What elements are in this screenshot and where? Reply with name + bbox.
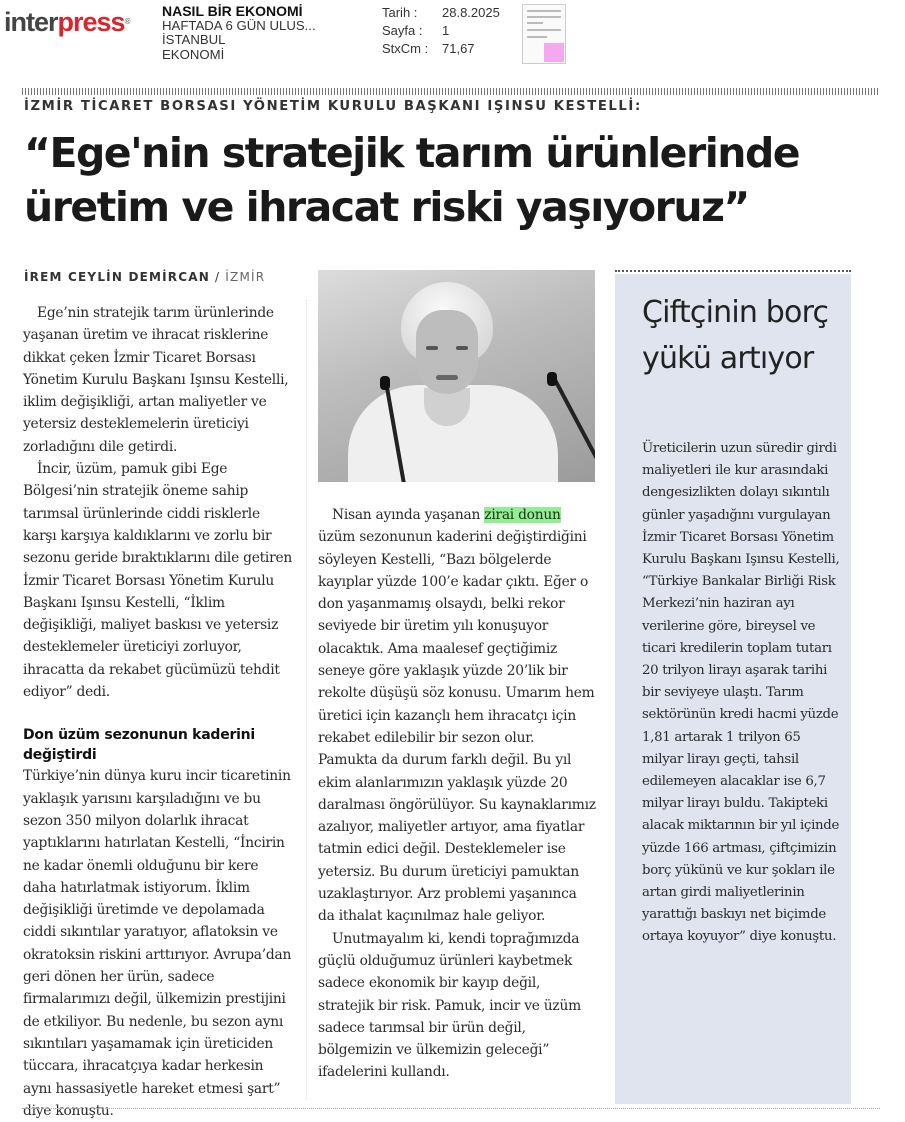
logo-part-inter: inter — [4, 7, 58, 37]
photo-eye — [426, 346, 438, 350]
photo-mouth — [436, 375, 458, 380]
thumbnail-line — [527, 10, 561, 12]
paragraph-text: üzüm sezonunun kaderini değiştirdiğini söyleyen Kestelli, “Bazı bölgelerde kayıplar yüzde 100’e kadar çıktı. Eğer o don yaşanmamış olsaydı, belki rekor seviyede bir üretim yılı konuşuyor olacaktık. Ama maalesef geçtiğimiz seneye göre yaklaşık yüzde 20’lik bir rekolte düşüşü söz konusu. Umarım hem üretici için kazançlı hem ihracatçı için rekabet edilebilir bir sezon olur. Pamukta da durum farklı değil. Bu yıl ekim alanlarımızın yaklaşık yüzde 20 daralması öngörülüyor. Su kaynaklarımız azalıyor, maliyetler artıyor, ama fiyatlar tatmin edici değil. Desteklemeler ise yetersiz. Bu durum üreticiyi pamuktan uzaklaştırıyor. Arz problemi yaşanınca da ithalat kaçınılmaz hale geliyor. — [318, 529, 596, 925]
thumbnail-line — [527, 16, 561, 18]
paragraph — [318, 504, 596, 928]
article-kicker: İZMİR TİCARET BORSASI YÖNETİM KURULU BAŞKANI IŞINSU KESTELLİ: — [24, 99, 642, 114]
date-row — [382, 4, 500, 22]
interpress-logo — [4, 8, 129, 36]
headline-line-2: üretim ve ihracat riski yaşıyoruz” — [24, 183, 749, 231]
sidebar-paragraph: Üreticilerin uzun süredir girdi maliyetleri ile kur arasındaki dengesizlikten dolayı sıkıntılı günler yaşadığını vurgulayan İzmir Ticaret Borsası Yönetim Kurulu Başkanı Işınsu Kestelli, “Türkiye Bankalar Birliği Risk Merkezi’nin haziran ayı verilerine göre, bireysel ve ticari kredilerin toplam tutarı 20 trilyon lirayı aşarak tarihi bir seviyeye ulaştı. Tarım sektörünün kredi hacmi yüzde 1,81 artarak 1 trilyon 65 milyar lirayı geçti, tahsil edilemeyen alacaklar ise 6,7 milyar lirayı buldu. Takipteki alacak miktarının bir yıl içinde yüzde 166 artması, çiftçimizin borç yükünü ve kur şokları ile artan girdi maliyetlerinin yarattığı baskıyı net biçimde ortaya koyuyor” diye konuştu. — [642, 441, 840, 945]
paragraph: İncir, üzüm, pamuk gibi Ege Bölgesi’nin stratejik öneme sahip tarımsal ürünlerinde ciddi risklerle karşı karşıya kaldıklarını ve zorlu bir sezonu geride bıraktıklarını dile getiren İzmir Ticaret Borsası Yönetim Kurulu Başkanı Işınsu Kestelli, “İklim değişikliği, maliyet baskısı ve yetersiz desteklemeler üreticiyi zorluyor, ihracatta da rekabet gücümüzü tehdit ediyor” dedi. — [23, 461, 292, 701]
logo-registered-mark: ® — [124, 17, 130, 26]
highlighted-phrase: zirai donun — [484, 507, 561, 523]
byline-location: İZMİR — [225, 270, 266, 284]
stxcm-row — [382, 40, 500, 58]
thumbnail-line — [527, 29, 561, 31]
bottom-rule — [22, 1108, 880, 1113]
logo-part-press: press — [57, 7, 125, 37]
page-value: 1 — [442, 23, 450, 38]
paragraph: Unutmayalım ki, kendi toprağımızda güçlü olduğumuz ürünleri kaybetmek sadece ekonomik bir kayıp değil, stratejik bir risk. Pamuk, incir ve üzüm sadece tarımsal bir ürün değil, bölgemizin ve ülkemizin geleceği” ifadelerini kullandı. — [318, 930, 581, 1081]
microphone-head-icon — [547, 372, 557, 386]
page-row — [382, 22, 500, 40]
byline — [24, 270, 265, 284]
sidebar-title: Çiftçinin borç yükü artıyor — [642, 295, 829, 376]
headline-line-1: “Ege'nin stratejik tarım ürünlerinde — [24, 129, 800, 177]
publication-category: EKONOMİ — [162, 46, 225, 62]
microphone-icon — [552, 377, 595, 476]
paragraph-text: Nisan ayında yaşanan — [332, 507, 485, 523]
thumbnail-line — [527, 22, 543, 24]
article-column-1 — [23, 302, 295, 1122]
publication-name: NASIL BİR EKONOMİ — [162, 3, 303, 19]
paragraph: Ege’nin stratejik tarım ürünlerinde yaşanan üretim ve ihracat risklerine dikkat çeken İzmir Ticaret Borsası Yönetim Kurulu Başkanı Işınsu Kestelli, iklim değişikliği, artan maliyetler ve yetersiz desteklemelerin üreticiyi zorladığını dile getirdi. — [23, 305, 289, 455]
photo-eye — [456, 346, 468, 350]
publication-info — [162, 4, 316, 62]
column-divider — [306, 300, 307, 1100]
page-label: Sayfa : — [382, 23, 423, 38]
thumbnail-line — [527, 36, 547, 38]
top-decorative-band — [22, 88, 880, 95]
stxcm-label: StxCm : — [382, 41, 429, 56]
thumbnail-article-highlight — [544, 43, 564, 62]
date-value: 28.8.2025 — [442, 5, 500, 20]
publication-city: İSTANBUL — [162, 32, 226, 47]
clipping-meta — [382, 4, 500, 58]
photo-face — [416, 310, 478, 394]
byline-separator: / — [210, 270, 226, 284]
sidebar-box — [615, 274, 851, 1104]
article-subheading: Don üzüm sezonunun kaderini değiştirdi — [23, 727, 255, 764]
byline-author: İREM CEYLİN DEMİRCAN — [24, 270, 210, 284]
publication-frequency: HAFTADA 6 GÜN ULUS... — [162, 17, 316, 33]
sidebar-top-rule — [615, 270, 851, 272]
sidebar-body — [642, 438, 842, 949]
page-thumbnail[interactable] — [522, 4, 566, 64]
paragraph: Türkiye’nin dünya kuru incir ticaretinin yaklaşık yarısını karşıladığını ve bu sezon 350 milyon dolarlık ihracat yaptıklarını hatırlatan Kestelli, “İncirin ne kadar önemli olduğunu bir kere daha hatırlatmak istiyorum. İklim değişikliği üretimde ve depolamada ciddi sıkıntılar yaratıyor, aflatoksin ve okratoksin riskini arttırıyor. Avrupa’dan geri dönen her ürün, sadece firmalarımızı değil, ülkemizin prestijini de etkiliyor. Bu nedenle, bu sezon aynı sıkıntıları yaşamamak için üreticiden tüccara, ihracatçıya kadar herkesin aynı hassasiyetle hareket etmesi şart” diye konuştu. — [23, 768, 292, 1119]
article-column-2 — [318, 504, 596, 1084]
microphone-head-icon — [380, 376, 390, 390]
stxcm-value: 71,67 — [442, 41, 475, 56]
date-label: Tarih : — [382, 5, 418, 20]
portrait-photo — [318, 270, 595, 482]
article-headline — [24, 126, 884, 234]
